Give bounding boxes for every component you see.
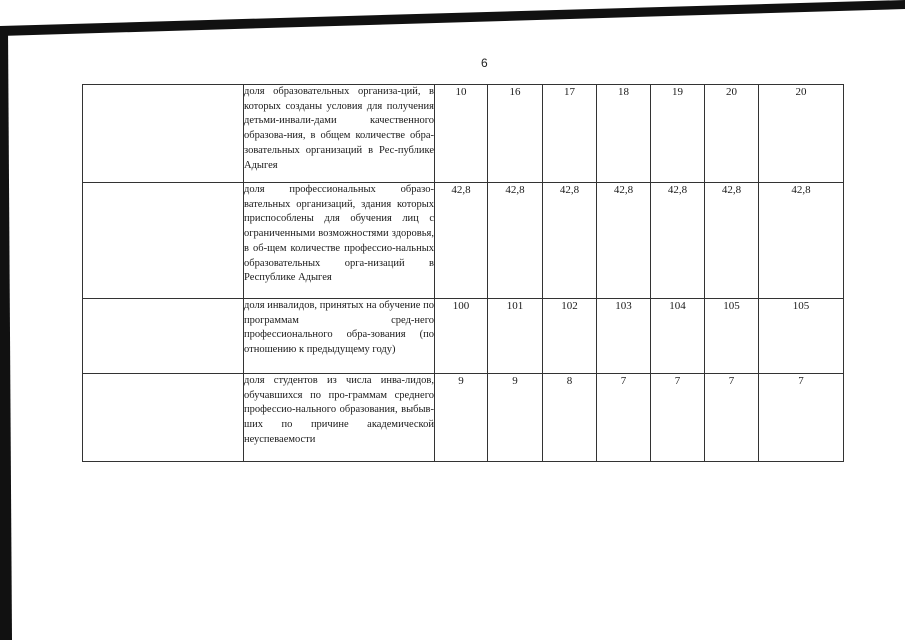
indicator-value-cell: 103 xyxy=(597,299,651,374)
indicator-value-cell: 20 xyxy=(759,85,844,183)
indicator-value-cell: 42,8 xyxy=(543,183,597,299)
indicator-value-cell: 42,8 xyxy=(651,183,705,299)
indicator-value-cell: 105 xyxy=(759,299,844,374)
empty-cell xyxy=(83,85,244,183)
table-body xyxy=(83,85,844,462)
indicator-description-cell: доля студентов из числа инва-лидов, обучавшихся по про-граммам среднего профессио-нального образования, выбыв-ших по причине академической неуспеваемости xyxy=(244,374,435,462)
empty-cell xyxy=(83,183,244,299)
indicator-value-cell: 42,8 xyxy=(488,183,543,299)
indicator-value-cell: 7 xyxy=(759,374,844,462)
table-row xyxy=(83,85,844,183)
indicator-value-cell: 105 xyxy=(705,299,759,374)
indicator-value-cell: 104 xyxy=(651,299,705,374)
table-row xyxy=(83,183,844,299)
indicator-value-cell: 17 xyxy=(543,85,597,183)
indicator-description-cell: доля профессиональных образо-вательных организаций, здания которых приспособлены для обучения лиц с ограниченными возможностями здоровья, в об-щем количестве профессио-нальных образовательных орга-низаций в Республике Адыгея xyxy=(244,183,435,299)
indicator-value-cell: 42,8 xyxy=(759,183,844,299)
indicator-value-cell: 18 xyxy=(597,85,651,183)
indicators-table xyxy=(82,84,844,462)
scan-edge-top xyxy=(0,0,905,40)
indicator-value-cell: 7 xyxy=(651,374,705,462)
indicator-value-cell: 42,8 xyxy=(705,183,759,299)
indicator-value-cell: 100 xyxy=(435,299,488,374)
empty-cell xyxy=(83,374,244,462)
indicator-description-cell: доля инвалидов, принятых на обучение по программам сред-него профессионального обра-зования (по отношению к предыдущему году) xyxy=(244,299,435,374)
indicator-value-cell: 9 xyxy=(435,374,488,462)
indicator-value-cell: 102 xyxy=(543,299,597,374)
indicator-value-cell: 7 xyxy=(705,374,759,462)
page-number: 6 xyxy=(481,56,488,70)
indicator-value-cell: 7 xyxy=(597,374,651,462)
table-row xyxy=(83,299,844,374)
indicator-value-cell: 16 xyxy=(488,85,543,183)
empty-cell xyxy=(83,299,244,374)
indicator-description-cell: доля образовательных организа-ций, в которых созданы условия для получения детьми-инвали-дами качественного образова-ния, в общем количестве обра-зовательных организаций в Рес-публике Адыгея xyxy=(244,85,435,183)
indicator-value-cell: 19 xyxy=(651,85,705,183)
indicator-value-cell: 20 xyxy=(705,85,759,183)
indicator-value-cell: 42,8 xyxy=(597,183,651,299)
indicator-value-cell: 42,8 xyxy=(435,183,488,299)
indicator-value-cell: 9 xyxy=(488,374,543,462)
indicator-value-cell: 8 xyxy=(543,374,597,462)
indicator-value-cell: 101 xyxy=(488,299,543,374)
table-row xyxy=(83,374,844,462)
indicator-value-cell: 10 xyxy=(435,85,488,183)
scan-edge-left xyxy=(0,28,22,640)
